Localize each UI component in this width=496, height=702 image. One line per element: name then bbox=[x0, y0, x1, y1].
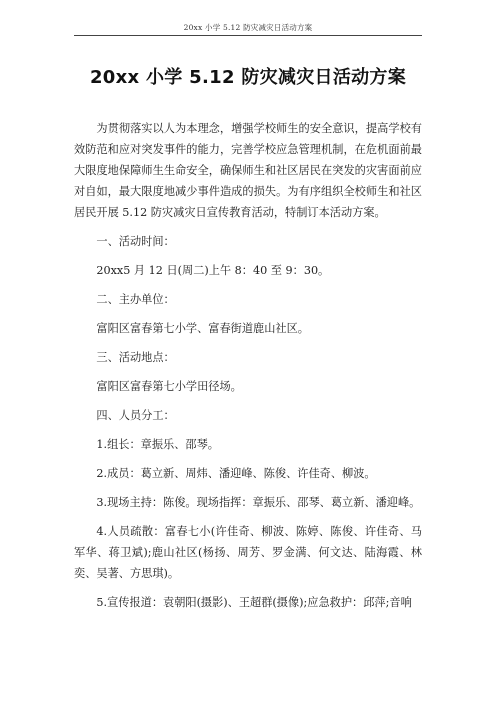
role-item-leader: 1.组长：章振乐、邵琴。 bbox=[96, 438, 219, 451]
section-heading-organizer: 二、主办单位： bbox=[96, 293, 175, 306]
section-heading-roles: 四、人员分工： bbox=[96, 409, 175, 422]
document-body bbox=[74, 118, 422, 621]
role-item-publicity: 5.宣传报道：袁朝阳(摄影)、王超群(摄像);应急救护：邱萍;音响 bbox=[96, 596, 412, 609]
section-text-organizer: 富阳区富春第七小学、富春街道鹿山社区。 bbox=[96, 322, 309, 335]
role-item-host: 3.现场主持：陈俊。现场指挥：章振乐、邵琴、葛立新、潘迎峰。 bbox=[96, 496, 421, 509]
section-text-time: 20xx5 月 12 日(周二)上午 8：40 至 9：30。 bbox=[96, 264, 330, 277]
header-divider bbox=[74, 35, 422, 36]
role-item-members: 2.成员：葛立新、周炜、潘迎峰、陈俊、许佳奇、柳波。 bbox=[96, 467, 376, 480]
section-heading-time: 一、活动时间： bbox=[96, 235, 175, 248]
role-item-evacuation: 4.人员疏散：富春七小(许佳奇、柳波、陈婷、陈俊、许佳奇、马军华、蒋卫斌);鹿山社区(杨扬、周芳、罗金满、何文达、陆海霞、林奕、吴著、方思琪)。 bbox=[74, 525, 422, 580]
section-heading-location: 三、活动地点： bbox=[96, 351, 175, 364]
running-header: 20xx 小学 5.12 防灾减灾日活动方案 bbox=[183, 23, 313, 32]
section-text-location: 富阳区富春第七小学田径场。 bbox=[96, 380, 242, 393]
document-title: 20xx 小学 5.12 防灾减灾日活动方案 bbox=[89, 67, 407, 88]
intro-paragraph: 为贯彻落实以人为本理念，增强学校师生的安全意识，提高学校有效防范和应对突发事件的能力，完善学校应急管理机制，在危机面前最大限度地保障师生生命安全，确保师生和社区居民在突发的灾害面前应对自如，最大限度地减少事件造成的损失。为有序组织全校师生和社区居民开展 5.12 防灾减灾日宣传教育活动，特制订本活动方案。 bbox=[74, 122, 422, 219]
